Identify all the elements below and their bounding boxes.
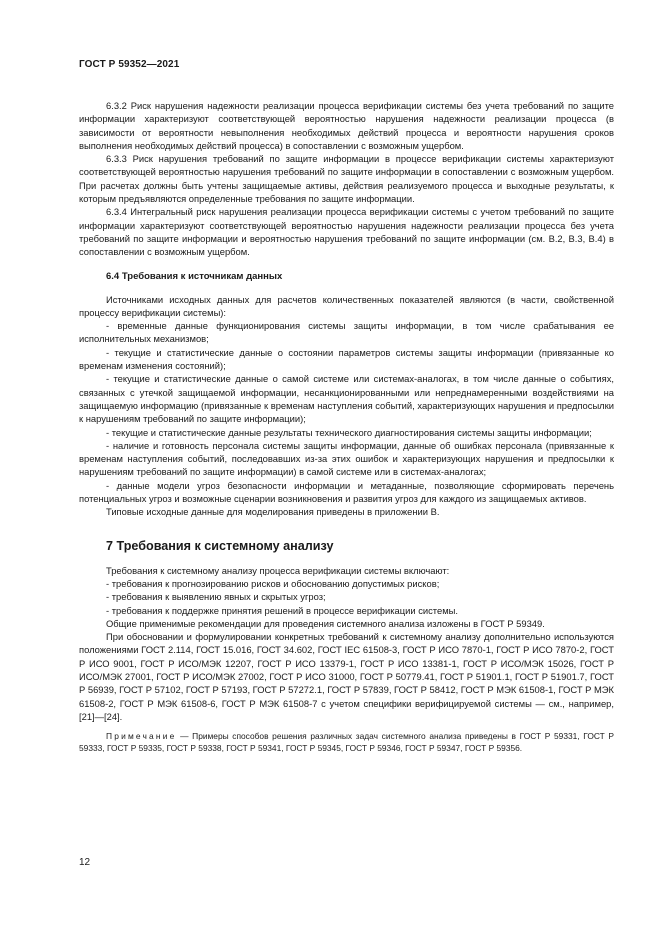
list-item-data-source: - текущие и статистические данные о самой системе или системах-аналогах, в том числе данные о событиях, связанных с утечкой защищаемой информации, несанкционированными или непреднамеренными воздействиями на защищаемую информацию (привязанные к временам наступления событий, характеризующих нарушения и предпосылки к нарушениям требований по защите информации);: [79, 373, 614, 425]
subsection-heading-6-4: 6.4 Требования к источникам данных: [106, 270, 283, 282]
paragraph-system-analysis-intro: Требования к системному анализу процесса верификации системы включают:: [106, 564, 450, 576]
note-label: Примечание: [106, 731, 177, 742]
paragraph-typical-data: Типовые исходные данные для моделирования приведены в приложении В.: [106, 506, 440, 518]
paragraph-general-recommendations: Общие применимые рекомендации для проведения системного анализа изложены в ГОСТ Р 59349.: [106, 617, 545, 629]
list-item-data-source: - текущие и статистические данные результаты технического диагностирования системы защиты информации;: [106, 426, 592, 438]
list-item-data-source: - наличие и готовность персонала системы защиты информации, данные об ошибках персонала (привязанные к временам наступления событий, последовавших из-за этих ошибок и характеризующих нарушения и предпосылки к нарушениям требований по защите информации) в самой системе или в системах-аналогах;: [79, 439, 614, 478]
document-body: [79, 99, 614, 754]
list-item-requirement: - требования к поддержке принятия решений в процессе верификации системы.: [106, 604, 459, 616]
list-item-data-source: - данные модели угроз безопасности информации и метаданные, позволяющие сформировать перечень потенциальных угроз и возможные сценарии возникновения и развития угроз для каждого из защищаемых активов.: [79, 479, 614, 505]
note-paragraph: [79, 731, 614, 754]
page-number: 12: [79, 857, 91, 868]
list-item-requirement: - требования к выявлению явных и скрытых угроз;: [106, 591, 326, 603]
paragraph-standards-references: При обосновании и формулировании конкретных требований к системному анализу дополнительно используются положениями ГОСТ 2.114, ГОСТ 15.016, ГОСТ 34.602, ГОСТ IEC 61508-3, ГОСТ Р ИСО 7870-1, ГОСТ Р ИСО 7870-2, ГОСТ Р ИСО 9001, ГОСТ Р ИСО/МЭК 12207, ГОСТ Р ИСО 13379-1, ГОСТ Р ИСО 13381-1, ГОСТ Р ИСО/МЭК 15026, ГОСТ Р ИСО/МЭК 27001, ГОСТ Р ИСО/МЭК 27002, ГОСТ Р ИСО 31000, ГОСТ Р 50779.41, ГОСТ Р 51901.1, ГОСТ Р 51901.7, ГОСТ Р 56939, ГОСТ Р 57102, ГОСТ Р 57193, ГОСТ Р 57272.1, ГОСТ Р 57839, ГОСТ Р 58412, ГОСТ Р МЭК 61508-1, ГОСТ Р МЭК 61508-2, ГОСТ Р МЭК 61508-6, ГОСТ Р МЭК 61508-7 с учетом специфики верифицируемой системы — см., например, [21]—[24].: [79, 631, 615, 722]
paragraph-6-3-4: 6.3.4 Интегральный риск нарушения реализации процесса верификации системы с учетом требований по защите информации характеризуют соответствующей вероятностью нарушения надежности реализации процесса без учета требований по защите информации и вероятностью нарушения требований по защите информации (см. В.2, В.3, В.4) в сопоставлении с возможным ущербом.: [79, 206, 614, 258]
list-item-requirement: - требования к прогнозированию рисков и обоснованию допустимых рисков;: [106, 577, 440, 589]
document-header-code: ГОСТ Р 59352—2021: [79, 59, 180, 70]
note-text: — Примеры способов решения различных задач системного анализа приведены в ГОСТ Р 59331, ГОСТ Р 59333, ГОСТ Р 59335, ГОСТ Р 59338, ГОСТ Р 59341, ГОСТ Р 59345, ГОСТ Р 59346, ГОСТ Р 59347, ГОСТ Р 59356.: [79, 731, 614, 753]
paragraph-6-3-2: 6.3.2 Риск нарушения надежности реализации процесса верификации системы без учета требований по защите информации характеризуют соответствующей вероятностью нарушения надежности реализации процесса (в зависимости от вероятности невыполнения необходимых действий процесса и вероятности нарушения сроков выполнения необходимых действий процесса) в сопоставлении с возможным ущербом.: [79, 100, 614, 151]
paragraph-6-3-3: 6.3.3 Риск нарушения требований по защите информации в процессе верификации системы характеризуют соответствующей вероятностью нарушения требований по защите информации в сопоставлении с возможным ущербом. При расчетах должны быть учтены защищаемые активы, действия реализуемого процесса и выходные результаты, к которым предъявляются определенные требования по защите информации.: [79, 153, 614, 205]
list-item-data-source: - временные данные функционирования системы защиты информации, в том числе срабатывания ее исполнительных механизмов;: [79, 320, 614, 345]
section-heading-7: 7 Требования к системному анализу: [106, 538, 334, 553]
paragraph-data-sources-intro: Источниками исходных данных для расчетов количественных показателей являются (в части, свойственной процессу верификации системы):: [79, 293, 614, 318]
list-item-data-source: - текущие и статистические данные о состоянии параметров системы защиты информации (привязанные ко временам изменения состояний);: [79, 346, 614, 372]
